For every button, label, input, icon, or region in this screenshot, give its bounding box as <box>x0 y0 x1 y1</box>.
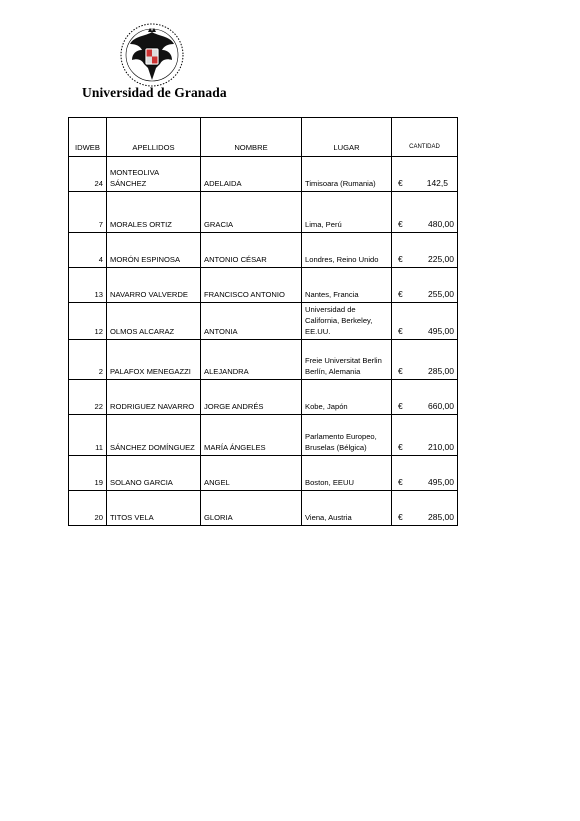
cell-lugar: Universidad de California, Berkeley, EE.UU. <box>302 303 392 340</box>
currency-symbol: € <box>398 442 403 452</box>
table-header-row <box>69 118 458 157</box>
cell-cantidad <box>392 415 458 456</box>
cell-apellidos: TITOS VELA <box>107 491 201 526</box>
table-row <box>69 157 458 192</box>
currency-symbol: € <box>398 512 403 522</box>
amount-value: 255,00 <box>428 289 454 299</box>
cell-lugar: Lima, Perú <box>302 192 392 233</box>
cell-cantidad <box>392 268 458 303</box>
cell-nombre: ADELAIDA <box>201 157 302 192</box>
amount-value: 210,00 <box>428 442 454 452</box>
cell-nombre: FRANCISCO ANTONIO <box>201 268 302 303</box>
cell-apellidos: RODRIGUEZ NAVARRO <box>107 380 201 415</box>
currency-symbol: € <box>398 366 403 376</box>
amount-value: 285,00 <box>428 366 454 376</box>
university-seal-icon <box>118 22 186 88</box>
amount-value: 480,00 <box>428 219 454 229</box>
column-header-lugar: LUGAR <box>302 118 392 157</box>
currency-symbol: € <box>398 254 403 264</box>
column-header-cantidad: CANTIDAD <box>392 118 458 157</box>
currency-symbol: € <box>398 219 403 229</box>
table-row <box>69 303 458 340</box>
cell-apellidos: SOLANO GARCIA <box>107 456 201 491</box>
grants-table <box>68 117 458 526</box>
table-row <box>69 415 458 456</box>
cell-idweb: 13 <box>69 268 107 303</box>
cell-cantidad <box>392 233 458 268</box>
table-row <box>69 192 458 233</box>
university-name: Universidad de Granada <box>82 85 227 100</box>
cell-apellidos: MORÓN ESPINOSA <box>107 233 201 268</box>
cell-cantidad <box>392 157 458 192</box>
cell-apellidos: NAVARRO VALVERDE <box>107 268 201 303</box>
cell-nombre: GRACIA <box>201 192 302 233</box>
cell-apellidos: MORALES ORTIZ <box>107 192 201 233</box>
table-row <box>69 380 458 415</box>
cell-idweb: 24 <box>69 157 107 192</box>
cell-idweb: 19 <box>69 456 107 491</box>
cell-nombre: JORGE ANDRÉS <box>201 380 302 415</box>
column-header-idweb: IDWEB <box>69 118 107 157</box>
cell-idweb: 20 <box>69 491 107 526</box>
cell-apellidos: PALAFOX MENEGAZZI <box>107 340 201 380</box>
cell-apellidos: MONTEOLIVA SÁNCHEZ <box>107 157 201 192</box>
table-row <box>69 340 458 380</box>
cell-nombre: ANGEL <box>201 456 302 491</box>
amount-value: 225,00 <box>428 254 454 264</box>
cell-idweb: 7 <box>69 192 107 233</box>
cell-lugar: Londres, Reino Unido <box>302 233 392 268</box>
table-row <box>69 491 458 526</box>
currency-symbol: € <box>398 178 403 188</box>
cell-nombre: ANTONIA <box>201 303 302 340</box>
cell-cantidad <box>392 340 458 380</box>
amount-value: 495,00 <box>428 326 454 336</box>
cell-nombre: MARÍA ÁNGELES <box>201 415 302 456</box>
currency-symbol: € <box>398 326 403 336</box>
cell-lugar: Timisoara (Rumania) <box>302 157 392 192</box>
cell-idweb: 2 <box>69 340 107 380</box>
cell-cantidad <box>392 192 458 233</box>
cell-cantidad <box>392 456 458 491</box>
cell-cantidad <box>392 491 458 526</box>
cell-lugar: Freie Universitat Berlin Berlín, Alemania <box>302 340 392 380</box>
cell-idweb: 12 <box>69 303 107 340</box>
cell-lugar: Parlamento Europeo, Bruselas (Bélgica) <box>302 415 392 456</box>
cell-cantidad <box>392 303 458 340</box>
cell-lugar: Kobe, Japón <box>302 380 392 415</box>
cell-apellidos: OLMOS ALCARAZ <box>107 303 201 340</box>
amount-value: 285,00 <box>428 512 454 522</box>
amount-value: 660,00 <box>428 401 454 411</box>
cell-lugar: Nantes, Francia <box>302 268 392 303</box>
cell-lugar: Boston, EEUU <box>302 456 392 491</box>
column-header-nombre: NOMBRE <box>201 118 302 157</box>
currency-symbol: € <box>398 289 403 299</box>
cell-lugar: Viena, Austria <box>302 491 392 526</box>
currency-symbol: € <box>398 401 403 411</box>
cell-idweb: 4 <box>69 233 107 268</box>
cell-idweb: 11 <box>69 415 107 456</box>
cell-nombre: ALEJANDRA <box>201 340 302 380</box>
table-row <box>69 456 458 491</box>
table-row <box>69 233 458 268</box>
cell-apellidos: SÁNCHEZ DOMÍNGUEZ <box>107 415 201 456</box>
amount-value: 142,5 <box>426 178 448 188</box>
cell-cantidad <box>392 380 458 415</box>
cell-nombre: GLORIA <box>201 491 302 526</box>
amount-value: 495,00 <box>428 477 454 487</box>
table-row <box>69 268 458 303</box>
cell-nombre: ANTONIO CÉSAR <box>201 233 302 268</box>
cell-idweb: 22 <box>69 380 107 415</box>
column-header-apellidos: APELLIDOS <box>107 118 201 157</box>
currency-symbol: € <box>398 477 403 487</box>
